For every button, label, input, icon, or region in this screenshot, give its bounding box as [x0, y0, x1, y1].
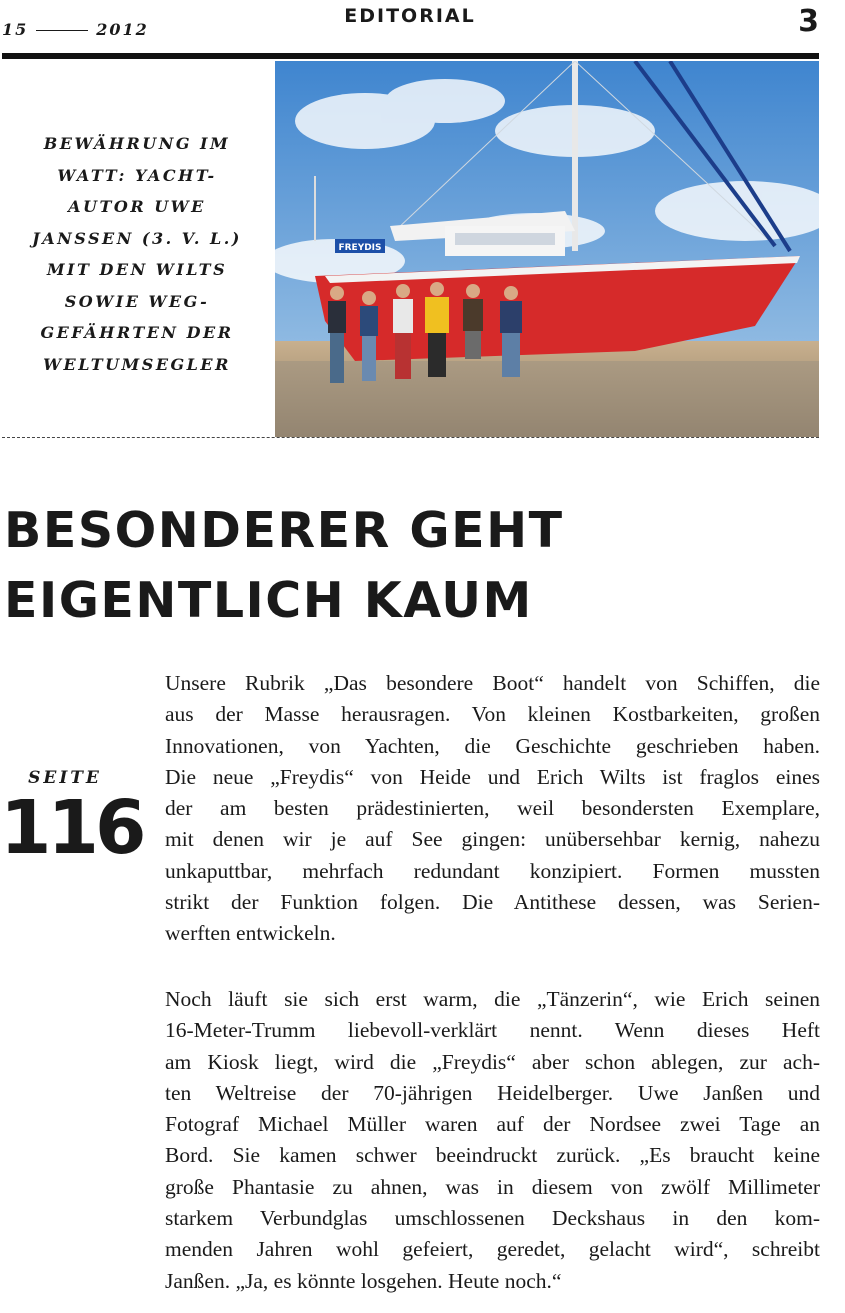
text-line: strikt der Funktion folgen. Die Antithese dessen, was Serien-	[165, 890, 820, 915]
text-line: Noch läuft sie sich erst warm, die „Tänzerin“, wie Erich seinen	[165, 987, 820, 1011]
issue-dash	[36, 30, 88, 31]
article-paragraph-2	[165, 984, 820, 1297]
caption-line: SOWIE WEG-	[64, 291, 210, 311]
page-ref-number: 116	[0, 785, 143, 871]
text-line: Fotograf Michael Müller waren auf der Nordsee zwei Tage an	[165, 1112, 820, 1137]
caption-line: WATT: YACHT-	[57, 165, 217, 185]
text-line: Unsere Rubrik „Das besondere Boot“ handelt von Schiffen, die	[165, 671, 820, 695]
text-line: 16-Meter-Trumm liebevoll-verklärt nennt. Wenn dieses Heft	[165, 1018, 820, 1043]
text-line: Innovationen, von Yachten, die Geschichte geschrieben haben.	[165, 733, 820, 758]
text-line: Die neue „Freydis“ von Heide und Erich Wilts ist fraglos eines	[165, 764, 820, 789]
boat-name-label: FREYDIS	[338, 243, 382, 253]
text-line: mit denen wir je auf See gingen: unübersehbar kernig, nahezu	[165, 827, 820, 852]
photo-caption	[8, 128, 266, 380]
section-divider	[2, 437, 819, 438]
text-line: aus der Masse herausragen. Von kleinen Kostbarkeiten, großen	[165, 702, 820, 727]
text-line: werften entwickeln.	[165, 921, 336, 946]
headline-line: BESONDERER GEHT	[4, 502, 564, 559]
text-line: am Kiosk liegt, wird die „Freydis“ aber schon ablegen, zur ach-	[165, 1049, 820, 1074]
issue-year: 2012	[96, 20, 149, 39]
caption-line: BEWÄHRUNG IM	[43, 134, 231, 153]
text-line: Janßen. „Ja, es könnte losgehen. Heute noch.“	[165, 1268, 562, 1293]
text-line: unkaputtbar, mehrfach redundant konzipiert. Formen mussten	[165, 858, 820, 883]
text-line: ten Weltreise der 70-jährigen Heidelberger. Uwe Janßen und	[165, 1080, 820, 1105]
text-line: starkem Verbundglas umschlossenen Deckshaus in den kom-	[165, 1206, 820, 1231]
caption-line: MIT DEN WILTS	[46, 260, 228, 279]
article-headline	[4, 496, 564, 636]
page-ref-label: SEITE	[28, 768, 102, 788]
page-number: 3	[798, 4, 819, 39]
header-rule	[2, 53, 819, 59]
text-line: große Phantasie zu ahnen, was in diesem von zwölf Millimeter	[165, 1174, 820, 1199]
caption-line: GEFÄHRTEN DER	[40, 323, 234, 342]
article-paragraph-1	[165, 668, 820, 950]
text-line: menden Jahren wohl gefeiert, geredet, gelacht wird“, schreibt	[165, 1237, 820, 1262]
issue-info	[2, 20, 149, 39]
caption-line: JANSSEN (3. V. L.)	[32, 228, 242, 248]
headline-line: EIGENTLICH KAUM	[4, 572, 533, 629]
caption-line: WELTUMSEGLER	[43, 354, 231, 374]
section-title: EDITORIAL	[344, 5, 476, 27]
text-line: Bord. Sie kamen schwer beeindruckt zurück. „Es braucht keine	[165, 1143, 820, 1168]
text-line: der am besten prädestinierten, weil besondersten Exemplare,	[165, 796, 820, 821]
yacht-photo	[275, 61, 819, 437]
caption-line: AUTOR UWE	[68, 197, 206, 216]
issue-number: 15	[2, 20, 29, 39]
